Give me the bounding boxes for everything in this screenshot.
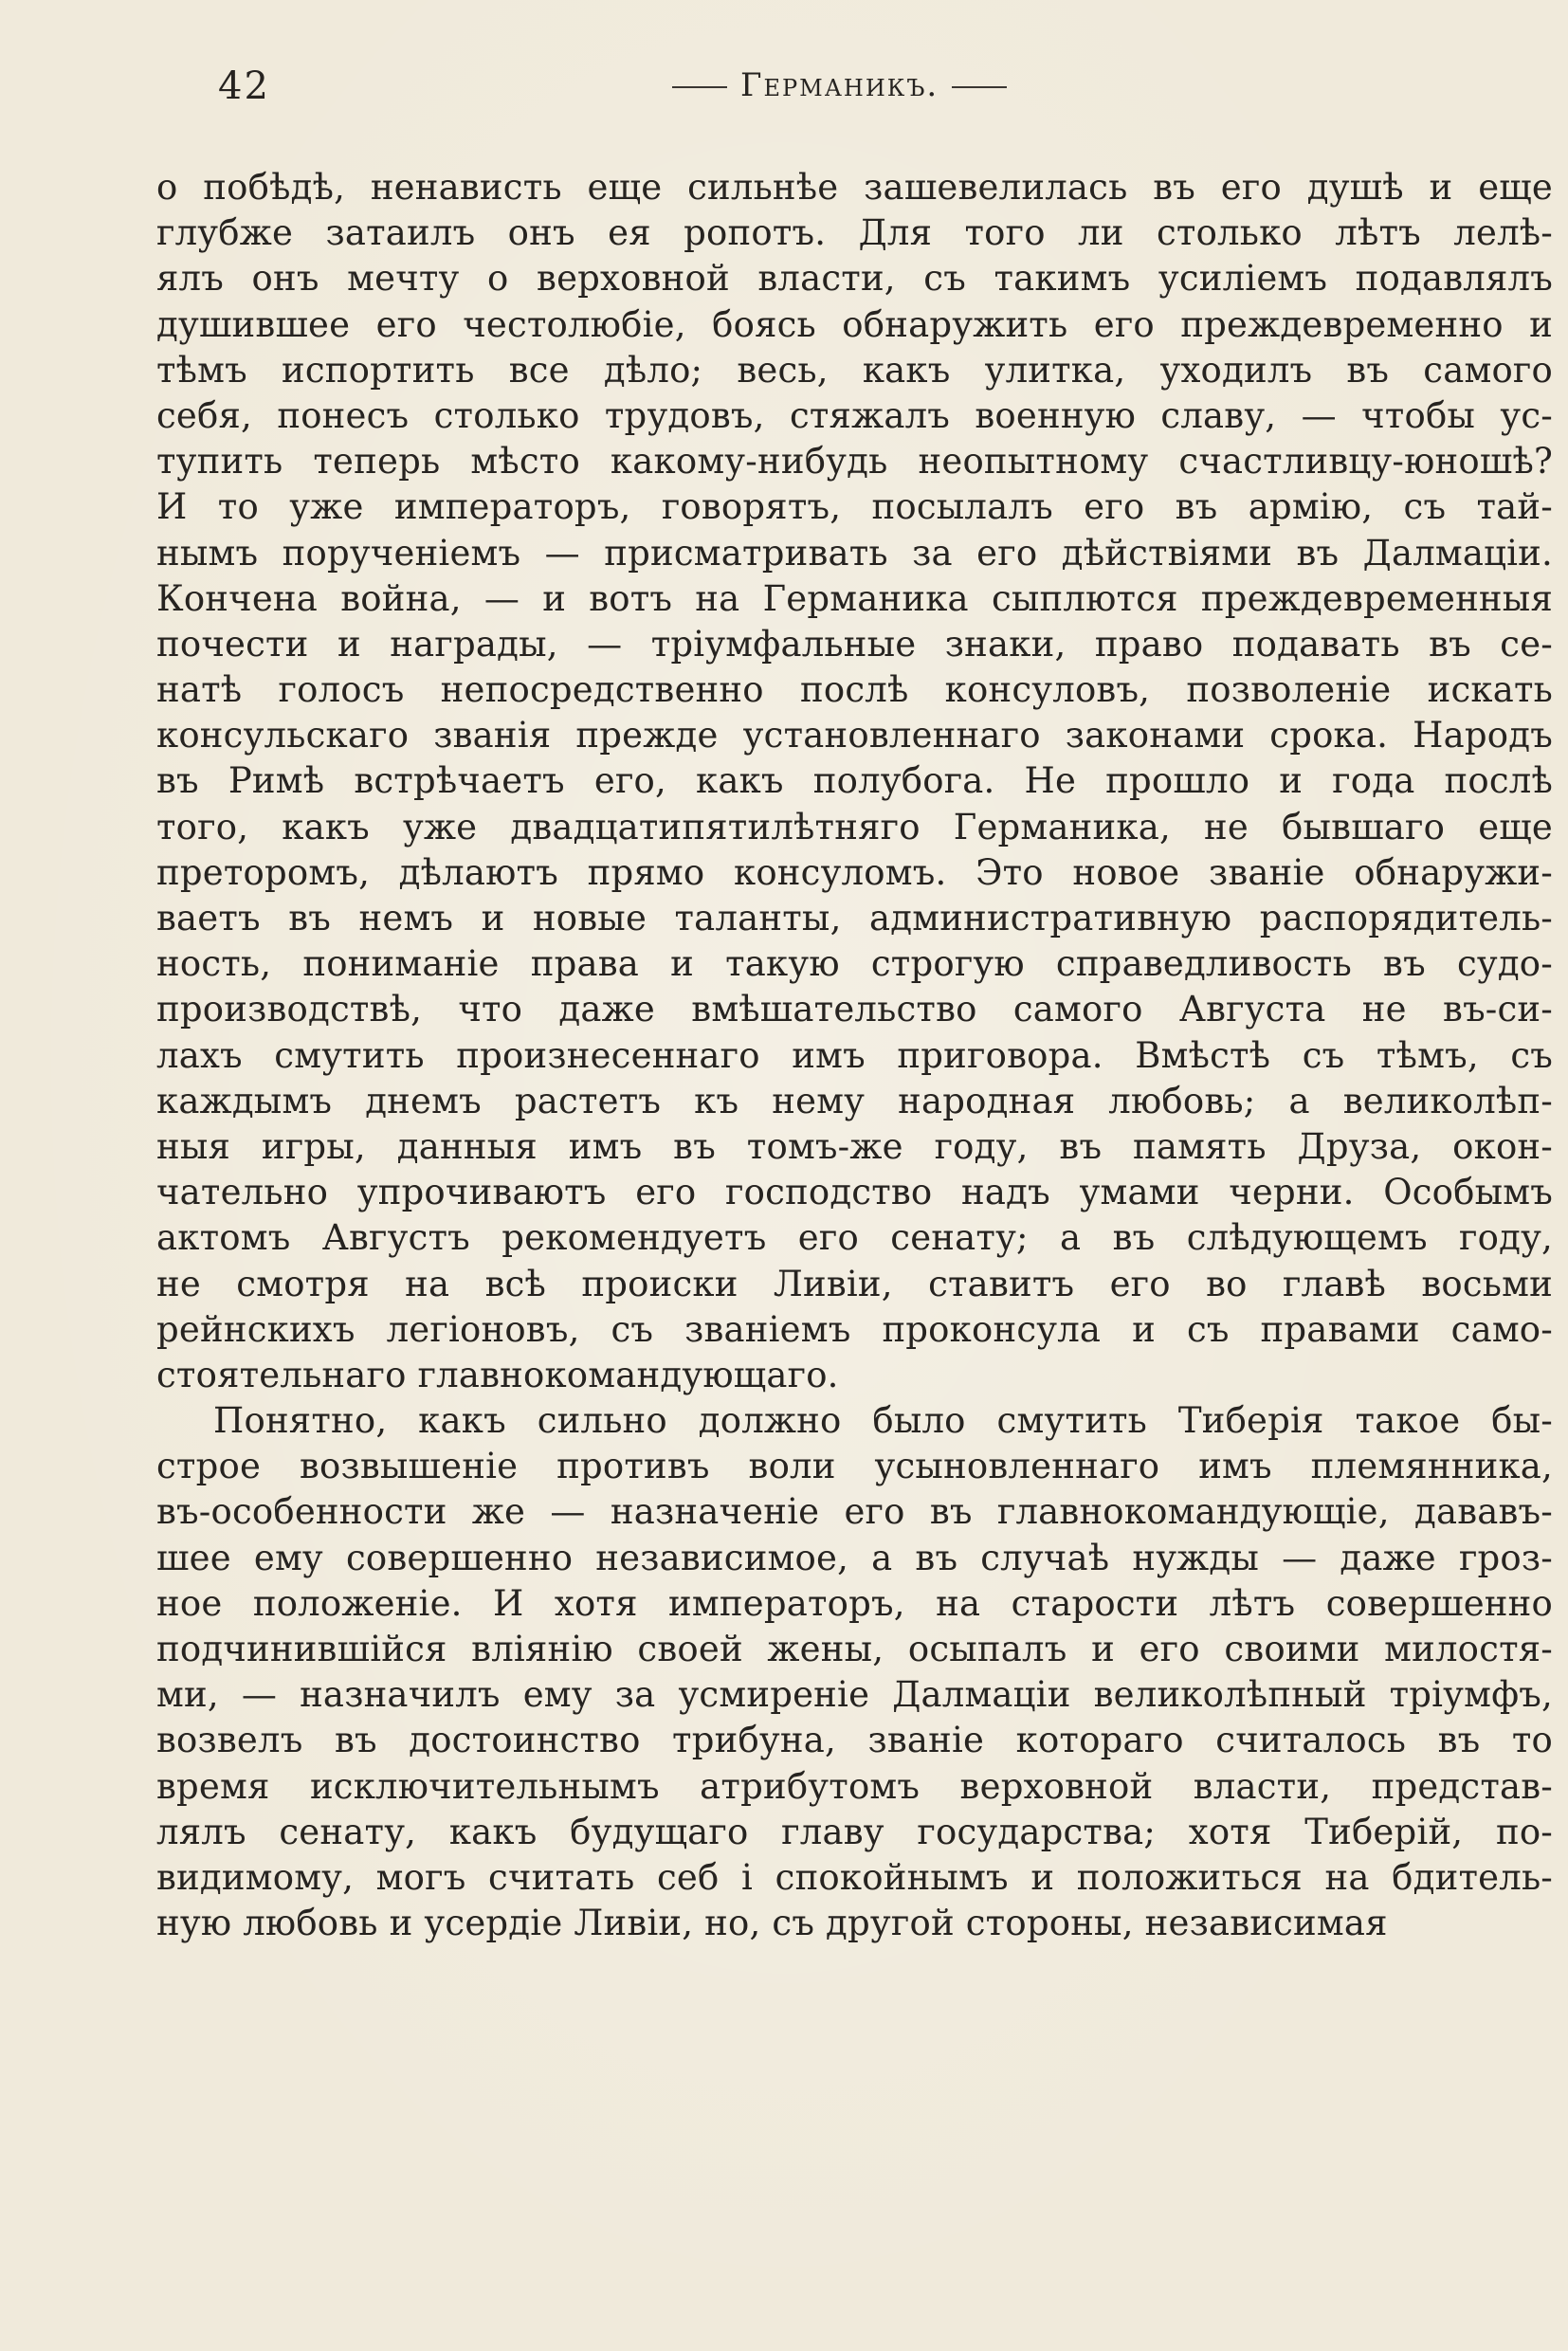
running-title-text: Германикъ. xyxy=(740,66,939,104)
text-line: Кончена война, — и вотъ на Германика сыплются преждевременныя xyxy=(156,577,1553,619)
text-line: тупить теперь мѣсто какому-нибудь неопытному счастливцу-юношѣ? xyxy=(156,441,1553,483)
running-title xyxy=(659,66,1020,104)
text-line: ныя игры, данныя имъ въ томъ-же году, въ память Друза, окон- xyxy=(156,1125,1553,1167)
text-line: строе возвышеніе противъ воли усыновленнаго имъ племянника, xyxy=(156,1446,1553,1487)
paragraph xyxy=(156,1398,1553,1946)
text-line: себя, понесъ столько трудовъ, стяжалъ военную славу, — чтобы ус- xyxy=(156,394,1553,436)
text-line: время исключительнымъ атрибутомъ верховной власти, представ- xyxy=(156,1765,1553,1807)
text-line: стоятельнаго главнокомандующаго. xyxy=(156,1354,839,1395)
text-line: актомъ Августъ рекомендуетъ его сенату; а въ слѣдующемъ году, xyxy=(156,1217,1553,1259)
text-line: о побѣдѣ, ненависть еще сильнѣе зашевелилась въ его душѣ и еще xyxy=(156,167,1553,208)
text-line: душившее его честолюбіе, боясь обнаружить его преждевременно и xyxy=(156,303,1553,345)
page-number: 42 xyxy=(218,64,270,108)
text-line: преторомъ, дѣлаютъ прямо консуломъ. Это новое званіе обнаружи- xyxy=(156,851,1553,893)
text-line: производствѣ, что даже вмѣшательство самого Августа не въ-си- xyxy=(156,989,1553,1030)
text-line: рейнскихъ легіоновъ, съ званіемъ проконсула и съ правами само- xyxy=(156,1308,1553,1350)
body-text xyxy=(156,165,1553,2307)
text-line: видимому, могъ считать себ і спокойнымъ и положиться на бдитель- xyxy=(156,1856,1553,1898)
text-line: того, какъ уже двадцатипятилѣтняго Германика, не бывшаго еще xyxy=(156,806,1553,847)
paragraph xyxy=(156,165,1553,1398)
text-line: ялъ онъ мечту о верховной власти, съ такимъ усиліемъ подавлялъ xyxy=(156,258,1553,300)
text-line: шее ему совершенно независимое, а въ случаѣ нужды — даже гроз- xyxy=(156,1537,1553,1578)
text-line: Понятно, какъ сильно должно было смутить Тиберія такое бы- xyxy=(213,1400,1553,1442)
text-line: ность, пониманіе права и такую строгую справедливость въ судо- xyxy=(156,943,1553,985)
text-line: чательно упрочиваютъ его господство надъ умами черни. Особымъ xyxy=(156,1172,1553,1213)
text-line: ное положеніе. И хотя императоръ, на старости лѣтъ совершенно xyxy=(156,1582,1553,1624)
running-head xyxy=(218,64,1564,121)
text-line: ми, — назначилъ ему за усмиреніе Далмаціи великолѣпный тріумфъ, xyxy=(156,1674,1553,1716)
text-line: И то уже императоръ, говорятъ, посылалъ его въ армію, съ тай- xyxy=(156,486,1553,528)
text-line: каждымъ днемъ растетъ къ нему народная любовь; а великолѣп- xyxy=(156,1080,1553,1121)
text-line: ваетъ въ немъ и новые таланты, административную распорядитель- xyxy=(156,898,1553,939)
text-line: возвелъ въ достоинство трибуна, званіе котораго считалось въ то xyxy=(156,1720,1553,1761)
text-line: въ Римѣ встрѣчаетъ его, какъ полубога. Не прошло и года послѣ xyxy=(156,760,1553,802)
text-line: въ-особенности же — назначеніе его въ главнокомандующіе, дававъ- xyxy=(156,1491,1553,1533)
text-line: подчинившійся вліянію своей жены, осыпалъ и его своими милостя- xyxy=(156,1629,1553,1669)
text-line: консульскаго званія прежде установленнаго законами срока. Народъ xyxy=(156,715,1553,756)
text-line: ную любовь и усердіе Ливіи, но, съ другой стороны, независимая xyxy=(156,1903,1388,1944)
text-line: не смотря на всѣ происки Ливіи, ставитъ его во главѣ восьми xyxy=(156,1263,1553,1304)
title-dash-right xyxy=(952,86,1007,88)
text-line: почести и награды, — тріумфальные знаки, право подавать въ се- xyxy=(156,623,1553,665)
text-line: натѣ голосъ непосредственно послѣ консуловъ, позволеніе искать xyxy=(156,669,1553,711)
text-line: нымъ порученіемъ — присматривать за его дѣйствіями въ Далмаціи. xyxy=(156,532,1553,574)
text-line: лахъ смутить произнесеннаго имъ приговора. Вмѣстѣ съ тѣмъ, съ xyxy=(156,1034,1553,1076)
title-dash-left xyxy=(672,86,727,88)
text-line: тѣмъ испортить все дѣло; весь, какъ улитка, уходилъ въ самого xyxy=(156,349,1553,391)
text-line: глубже затаилъ онъ ея ропотъ. Для того ли столько лѣтъ лелѣ- xyxy=(156,212,1553,254)
text-line: лялъ сенату, какъ будущаго главу государства; хотя Тиберій, по- xyxy=(156,1811,1553,1852)
